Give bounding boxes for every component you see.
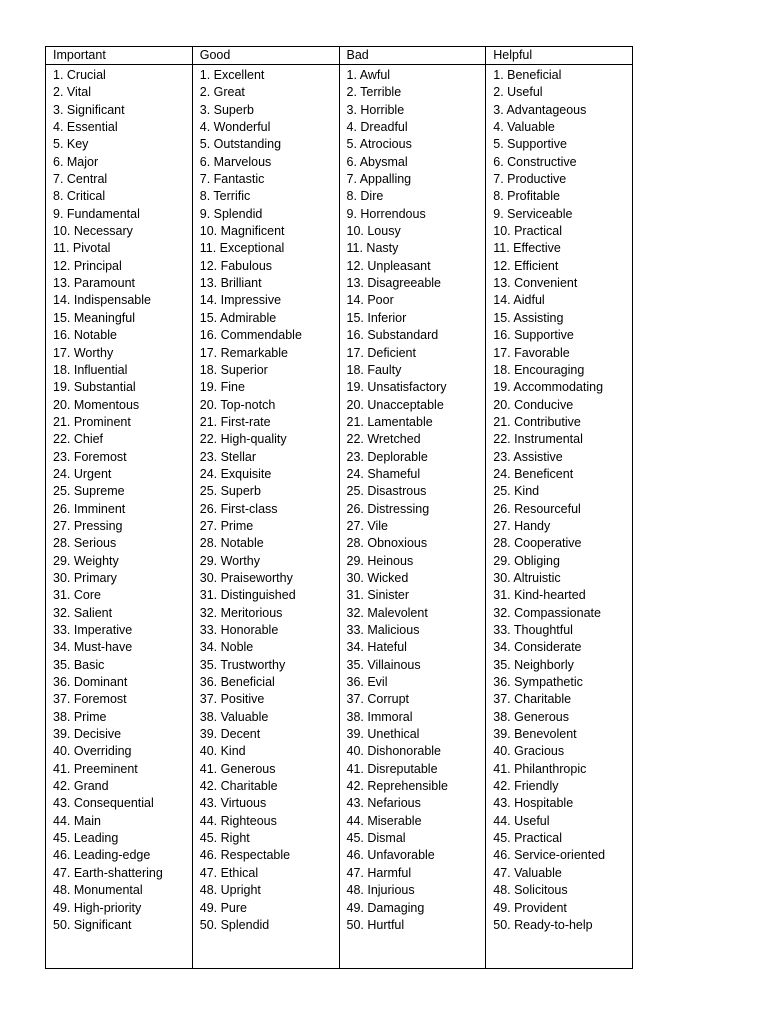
column-header-bad: Bad	[339, 47, 486, 65]
list-item: 15. Meaningful	[53, 310, 136, 325]
list-item: 13. Brilliant	[199, 276, 262, 291]
list-item: 47. Valuable	[493, 865, 562, 880]
list-item: 44. Useful	[493, 813, 550, 828]
list-item: 19. Unsatisfactory	[346, 380, 447, 395]
list-item: 10. Lousy	[346, 224, 401, 239]
list-item: 26. Distressing	[346, 501, 430, 516]
column-header-important: Important	[46, 47, 193, 65]
list-item: 50. Splendid	[199, 917, 270, 932]
word-list-important	[46, 67, 192, 934]
list-item: 9. Serviceable	[493, 206, 573, 221]
list-item: 12. Principal	[53, 258, 122, 273]
list-item: 41. Disreputable	[346, 761, 438, 776]
list-item: 29. Worthy	[199, 553, 260, 568]
list-item: 4. Essential	[53, 120, 118, 135]
list-item: 30. Primary	[53, 570, 117, 585]
list-item: 30. Praiseworthy	[199, 570, 293, 585]
list-item: 21. Prominent	[53, 414, 131, 429]
list-item: 25. Kind	[493, 484, 540, 499]
list-item: 44. Miserable	[346, 813, 422, 828]
list-item: 38. Immoral	[346, 709, 413, 724]
list-item: 34. Must-have	[53, 640, 133, 655]
list-item: 24. Urgent	[53, 466, 112, 481]
list-item: 43. Consequential	[53, 796, 154, 811]
list-item: 8. Critical	[53, 189, 106, 204]
body-row	[46, 65, 633, 969]
list-item: 2. Terrible	[346, 85, 402, 100]
synonyms-table	[45, 46, 633, 969]
list-item: 21. First-rate	[199, 414, 271, 429]
list-item: 7. Central	[53, 172, 108, 187]
list-item: 26. Resourceful	[493, 501, 581, 516]
list-item: 17. Worthy	[53, 345, 114, 360]
list-item: 6. Abysmal	[346, 154, 408, 169]
column-cell-good	[192, 65, 339, 969]
list-item: 42. Reprehensible	[346, 779, 448, 794]
list-item: 4. Wonderful	[199, 120, 271, 135]
list-item: 16. Commendable	[199, 328, 302, 343]
list-item: 45. Practical	[493, 831, 563, 846]
list-item: 10. Necessary	[53, 224, 133, 239]
column-cell-bad	[339, 65, 486, 969]
list-item: 2. Vital	[53, 85, 91, 100]
list-item: 33. Honorable	[199, 623, 279, 637]
list-item: 14. Indispensable	[53, 293, 151, 308]
list-item: 36. Sympathetic	[493, 675, 583, 690]
list-item: 27. Prime	[199, 518, 254, 533]
list-item: 39. Decent	[199, 727, 261, 742]
list-item: 9. Horrendous	[346, 206, 426, 221]
list-item: 32. Compassionate	[493, 605, 601, 620]
word-list-good	[193, 67, 339, 934]
list-item: 40. Dishonorable	[346, 744, 442, 759]
list-item: 18. Influential	[53, 362, 128, 377]
list-item: 19. Fine	[199, 380, 245, 395]
word-list-helpful	[486, 67, 632, 934]
list-item: 40. Gracious	[493, 744, 565, 759]
list-item: 16. Substandard	[346, 328, 439, 343]
list-item: 27. Vile	[346, 518, 388, 533]
list-item: 26. First-class	[199, 501, 278, 516]
list-item: 11. Pivotal	[53, 241, 111, 256]
list-item: 35. Villainous	[346, 657, 421, 672]
list-item: 48. Monumental	[53, 883, 143, 898]
list-item: 14. Poor	[346, 293, 394, 308]
list-item: 31. Kind-hearted	[493, 588, 586, 603]
list-item: 39. Unethical	[346, 727, 420, 742]
list-item: 4. Dreadful	[346, 120, 408, 135]
list-item: 37. Corrupt	[346, 692, 410, 707]
list-item: 22. Wretched	[346, 432, 421, 447]
list-item: 2. Great	[199, 85, 245, 100]
list-item: 5. Atrocious	[346, 137, 412, 152]
list-item: 15. Assisting	[493, 310, 564, 325]
list-item: 3. Superb	[199, 102, 254, 117]
list-item: 1. Crucial	[53, 68, 106, 82]
list-item: 25. Supreme	[53, 484, 125, 499]
list-item: 27. Handy	[493, 518, 551, 533]
list-item: 50. Ready-to-help	[493, 917, 593, 932]
list-item: 22. Instrumental	[493, 432, 583, 447]
list-item: 38. Valuable	[199, 709, 269, 724]
list-item: 13. Convenient	[493, 276, 578, 291]
list-item: 48. Upright	[199, 883, 261, 898]
list-item: 31. Distinguished	[199, 588, 296, 603]
list-item: 17. Deficient	[346, 345, 416, 360]
list-item: 30. Altruistic	[493, 570, 561, 585]
list-item: 22. High-quality	[199, 432, 287, 447]
list-item: 42. Charitable	[199, 779, 278, 794]
list-item: 41. Philanthropic	[493, 761, 587, 776]
list-item: 43. Hospitable	[493, 796, 574, 811]
list-item: 5. Supportive	[493, 137, 567, 152]
document-page	[45, 46, 633, 969]
list-item: 21. Contributive	[493, 414, 581, 429]
list-item: 5. Key	[53, 137, 89, 152]
list-item: 45. Leading	[53, 831, 119, 846]
list-item: 47. Ethical	[199, 865, 259, 880]
list-item: 35. Basic	[53, 657, 105, 672]
list-item: 37. Positive	[199, 692, 265, 707]
list-item: 15. Inferior	[346, 310, 407, 325]
column-header-helpful: Helpful	[486, 47, 633, 65]
list-item: 25. Superb	[199, 484, 261, 499]
list-item: 34. Considerate	[493, 640, 582, 655]
list-item: 3. Advantageous	[493, 102, 587, 117]
list-item: 48. Injurious	[346, 883, 415, 898]
list-item: 44. Righteous	[199, 813, 277, 828]
list-item: 24. Shameful	[346, 466, 421, 481]
list-item: 1. Awful	[346, 68, 391, 82]
list-item: 29. Heinous	[346, 553, 414, 568]
list-item: 17. Favorable	[493, 345, 570, 360]
list-item: 48. Solicitous	[493, 883, 568, 898]
list-item: 49. Pure	[199, 900, 248, 915]
list-item: 5. Outstanding	[199, 137, 282, 152]
list-item: 33. Malicious	[346, 623, 420, 637]
list-item: 28. Serious	[53, 536, 117, 551]
list-item: 12. Efficient	[493, 258, 559, 273]
list-item: 20. Conducive	[493, 397, 574, 412]
list-item: 36. Evil	[346, 675, 388, 690]
list-item: 23. Stellar	[199, 449, 257, 464]
list-item: 46. Unfavorable	[346, 848, 435, 863]
list-item: 17. Remarkable	[199, 345, 288, 360]
list-item: 45. Dismal	[346, 831, 406, 846]
list-item: 13. Paramount	[53, 276, 135, 291]
list-item: 50. Hurtful	[346, 917, 405, 932]
list-item: 45. Right	[199, 831, 250, 846]
list-item: 16. Supportive	[493, 328, 574, 343]
list-item: 14. Aidful	[493, 293, 545, 308]
list-item: 8. Terrific	[199, 189, 251, 204]
list-item: 32. Salient	[53, 605, 113, 620]
header-row	[46, 47, 633, 65]
list-item: 27. Pressing	[53, 518, 123, 533]
list-item: 7. Appalling	[346, 172, 412, 187]
list-item: 1. Excellent	[199, 68, 265, 82]
list-item: 40. Kind	[199, 744, 246, 759]
list-item: 40. Overriding	[53, 744, 132, 759]
column-cell-helpful	[486, 65, 633, 969]
list-item: 6. Marvelous	[199, 154, 272, 169]
list-item: 32. Meritorious	[199, 605, 283, 620]
list-item: 12. Fabulous	[199, 258, 273, 273]
list-item: 25. Disastrous	[346, 484, 427, 499]
list-item: 23. Assistive	[493, 449, 563, 464]
list-item: 33. Imperative	[53, 623, 133, 637]
list-item: 38. Generous	[493, 709, 569, 724]
list-item: 19. Accommodating	[493, 380, 604, 395]
list-item: 11. Nasty	[346, 241, 399, 256]
list-item: 11. Exceptional	[199, 241, 285, 256]
list-item: 28. Cooperative	[493, 536, 582, 551]
list-item: 9. Fundamental	[53, 206, 140, 221]
list-item: 34. Hateful	[346, 640, 407, 655]
word-list-bad	[340, 67, 486, 934]
list-item: 9. Splendid	[199, 206, 263, 221]
list-item: 47. Earth-shattering	[53, 865, 163, 880]
list-item: 4. Valuable	[493, 120, 555, 135]
list-item: 38. Prime	[53, 709, 107, 724]
list-item: 33. Thoughtful	[493, 623, 573, 637]
column-cell-important	[46, 65, 193, 969]
list-item: 42. Friendly	[493, 779, 559, 794]
list-item: 50. Significant	[53, 917, 132, 932]
list-item: 36. Dominant	[53, 675, 128, 690]
list-item: 47. Harmful	[346, 865, 412, 880]
list-item: 16. Notable	[53, 328, 117, 343]
list-item: 30. Wicked	[346, 570, 409, 585]
list-item: 39. Benevolent	[493, 727, 577, 742]
list-item: 20. Unacceptable	[346, 397, 444, 412]
list-item: 10. Magnificent	[199, 224, 285, 239]
list-item: 46. Leading-edge	[53, 848, 151, 863]
list-item: 24. Exquisite	[199, 466, 272, 481]
list-item: 46. Service-oriented	[493, 848, 606, 863]
list-item: 31. Sinister	[346, 588, 410, 603]
list-item: 49. High-priority	[53, 900, 142, 915]
list-item: 3. Horrible	[346, 102, 405, 117]
list-item: 43. Nefarious	[346, 796, 421, 811]
list-item: 42. Grand	[53, 779, 109, 794]
list-item: 18. Superior	[199, 362, 268, 377]
list-item: 35. Neighborly	[493, 657, 574, 672]
list-item: 31. Core	[53, 588, 101, 603]
list-item: 29. Weighty	[53, 553, 119, 568]
list-item: 21. Lamentable	[346, 414, 433, 429]
list-item: 44. Main	[53, 813, 101, 828]
list-item: 26. Imminent	[53, 501, 126, 516]
list-item: 35. Trustworthy	[199, 657, 286, 672]
list-item: 28. Notable	[199, 536, 264, 551]
list-item: 8. Dire	[346, 189, 384, 204]
list-item: 13. Disagreeable	[346, 276, 442, 291]
column-header-good: Good	[192, 47, 339, 65]
list-item: 1. Beneficial	[493, 68, 562, 82]
list-item: 19. Substantial	[53, 380, 136, 395]
list-item: 41. Generous	[199, 761, 276, 776]
list-item: 7. Productive	[493, 172, 567, 187]
list-item: 2. Useful	[493, 85, 543, 100]
list-item: 46. Respectable	[199, 848, 291, 863]
list-item: 43. Virtuous	[199, 796, 267, 811]
list-item: 20. Top-notch	[199, 397, 276, 412]
list-item: 18. Encouraging	[493, 362, 585, 377]
list-item: 7. Fantastic	[199, 172, 265, 187]
list-item: 8. Profitable	[493, 189, 560, 204]
list-item: 28. Obnoxious	[346, 536, 428, 551]
list-item: 36. Beneficial	[199, 675, 275, 690]
list-item: 20. Momentous	[53, 397, 140, 412]
list-item: 41. Preeminent	[53, 761, 138, 776]
list-item: 39. Decisive	[53, 727, 122, 742]
list-item: 3. Significant	[53, 102, 125, 117]
list-item: 23. Foremost	[53, 449, 127, 464]
list-item: 6. Constructive	[493, 154, 577, 169]
list-item: 29. Obliging	[493, 553, 560, 568]
list-item: 32. Malevolent	[346, 605, 428, 620]
list-item: 49. Damaging	[346, 900, 425, 915]
list-item: 34. Noble	[199, 640, 254, 655]
list-item: 37. Charitable	[493, 692, 572, 707]
list-item: 18. Faulty	[346, 362, 402, 377]
list-item: 11. Effective	[493, 241, 561, 256]
list-item: 37. Foremost	[53, 692, 127, 707]
list-item: 10. Practical	[493, 224, 563, 239]
list-item: 49. Provident	[493, 900, 567, 915]
list-item: 24. Beneficent	[493, 466, 574, 481]
list-item: 22. Chief	[53, 432, 104, 447]
list-item: 15. Admirable	[199, 310, 277, 325]
list-item: 23. Deplorable	[346, 449, 428, 464]
list-item: 12. Unpleasant	[346, 258, 431, 273]
list-item: 6. Major	[53, 154, 99, 169]
list-item: 14. Impressive	[199, 293, 282, 308]
